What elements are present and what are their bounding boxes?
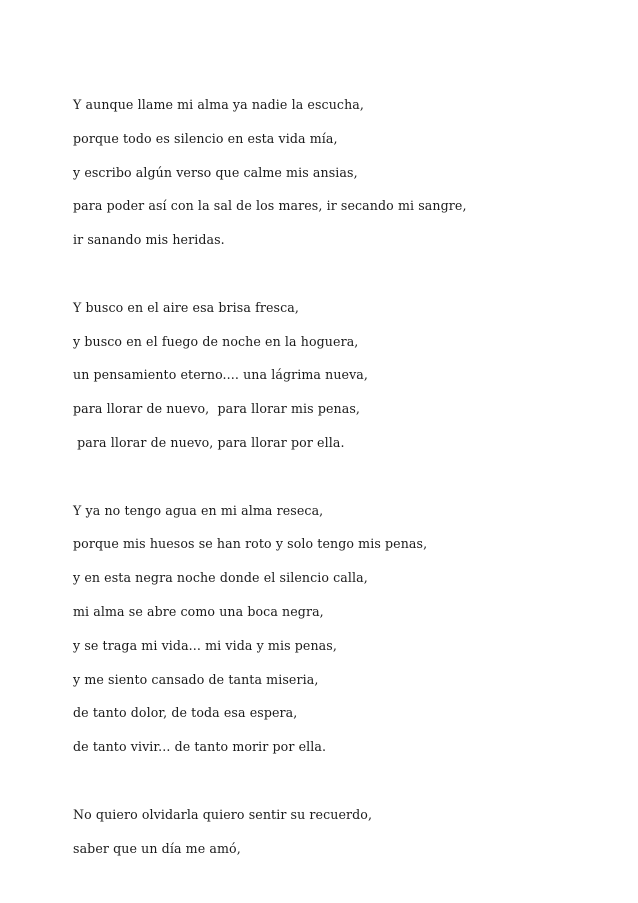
stanza-3 bbox=[73, 498, 613, 768]
poem-line: porque todo es silencio en esta vida mía, bbox=[73, 130, 338, 146]
stanza-gap bbox=[73, 261, 613, 295]
poem-line: Y aunque llame mi alma ya nadie la escucha, bbox=[73, 97, 364, 112]
poem-line: mi alma se abre como una boca negra, bbox=[73, 603, 324, 619]
stanza-1 bbox=[73, 92, 613, 261]
poem-line: y me siento cansado de tanta miseria, bbox=[73, 671, 319, 687]
poem-line: y escribo algún verso que calme mis ansias, bbox=[73, 164, 358, 180]
poem-line: No quiero olvidarla quiero sentir su recuerdo, bbox=[73, 806, 373, 822]
poem-line: ir sanando mis heridas. bbox=[73, 232, 225, 248]
poem-line: para llorar de nuevo, para llorar por ella. bbox=[73, 434, 345, 450]
poem-line: un pensamiento eterno.... una lágrima nueva, bbox=[73, 367, 369, 383]
stanza-2 bbox=[73, 295, 613, 464]
poem-line: de tanto vivir... de tanto morir por ella. bbox=[73, 739, 327, 755]
poem-line: Y busco en el aire esa brisa fresca, bbox=[73, 299, 299, 315]
poem-line: de tanto dolor, de toda esa espera, bbox=[73, 705, 298, 721]
poem-line: saber que un día me amó, bbox=[73, 840, 241, 856]
poem-line: y en esta negra noche donde el silencio calla, bbox=[73, 570, 368, 586]
stanza-gap bbox=[73, 768, 613, 802]
poem-line: y busco en el fuego de noche en la hoguera, bbox=[73, 333, 359, 349]
stanza-4 bbox=[73, 802, 613, 870]
poem-body bbox=[73, 92, 613, 869]
poem-line: porque mis huesos se han roto y solo tengo mis penas, bbox=[73, 536, 428, 552]
poem-line: Y ya no tengo agua en mi alma reseca, bbox=[73, 502, 324, 518]
poem-line: para llorar de nuevo, para llorar mis penas, bbox=[73, 401, 361, 417]
poem-line: para poder así con la sal de los mares, ir secando mi sangre, bbox=[73, 198, 467, 214]
stanza-gap bbox=[73, 464, 613, 498]
poem-line: y se traga mi vida... mi vida y mis penas, bbox=[73, 637, 337, 653]
